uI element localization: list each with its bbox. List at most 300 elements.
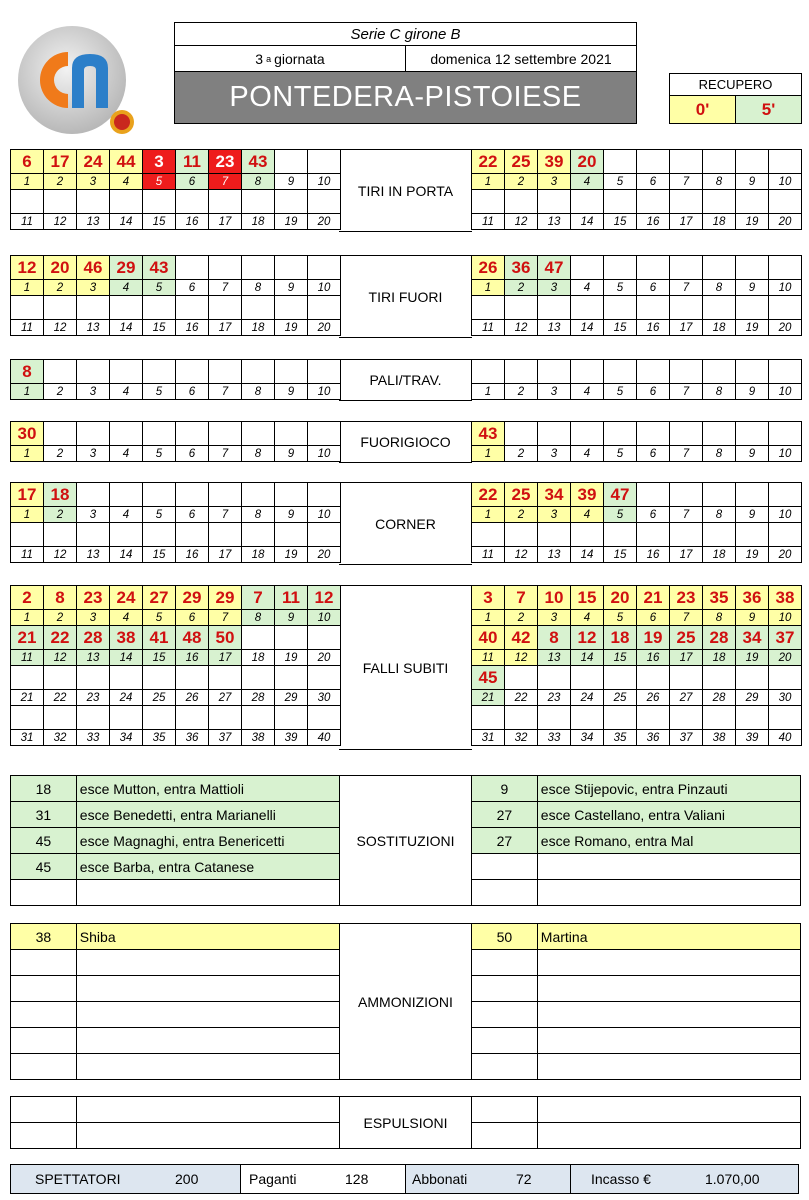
event-index: 2 — [505, 507, 538, 523]
event-index: 6 — [176, 507, 209, 523]
table-row — [11, 854, 340, 880]
minute-value: 20 — [44, 256, 77, 280]
event-index: 6 — [637, 446, 670, 462]
sostituzioni-label: SOSTITUZIONI — [339, 775, 472, 906]
table-row — [11, 828, 340, 854]
event-index: 18 — [703, 320, 736, 336]
event-index: 3 — [77, 280, 110, 296]
empty-cell — [44, 666, 77, 690]
minute-value: 22 — [472, 483, 505, 507]
empty-cell — [242, 296, 275, 320]
event-description — [538, 1123, 801, 1149]
minute-value: 19 — [637, 626, 670, 650]
minute-value: 10 — [538, 586, 571, 610]
empty-cell — [275, 190, 308, 214]
empty-cell — [637, 150, 670, 174]
event-index: 12 — [505, 547, 538, 563]
event-index: 16 — [637, 650, 670, 666]
minute-value: 25 — [505, 483, 538, 507]
empty-cell — [736, 523, 769, 547]
empty-cell — [110, 190, 143, 214]
minute-value: 38 — [769, 586, 802, 610]
minute-value: 18 — [44, 483, 77, 507]
event-index: 5 — [143, 610, 176, 626]
away-grid — [471, 421, 802, 462]
empty-cell — [604, 256, 637, 280]
round-word: giornata — [274, 50, 325, 67]
empty-cell — [703, 296, 736, 320]
event-index: 17 — [209, 650, 242, 666]
event-index: 16 — [637, 547, 670, 563]
minute-value: 12 — [308, 586, 341, 610]
event-index: 17 — [670, 547, 703, 563]
event-minute: 50 — [472, 924, 538, 950]
empty-cell — [308, 296, 341, 320]
empty-cell — [571, 256, 604, 280]
table-row — [472, 880, 801, 906]
table-row — [11, 880, 340, 906]
empty-cell — [143, 706, 176, 730]
event-index: 9 — [736, 610, 769, 626]
empty-cell — [736, 190, 769, 214]
event-minute — [11, 1054, 77, 1080]
event-index: 5 — [143, 446, 176, 462]
event-index: 10 — [308, 610, 341, 626]
event-index: 30 — [769, 690, 802, 706]
event-index: 8 — [703, 280, 736, 296]
sendoffs-away — [471, 1096, 801, 1149]
event-description — [538, 1097, 801, 1123]
event-minute — [11, 1097, 77, 1123]
round-superscript: a — [266, 53, 272, 64]
away-grid — [471, 149, 802, 230]
event-index: 3 — [77, 384, 110, 400]
event-index: 5 — [604, 174, 637, 190]
empty-cell — [637, 422, 670, 446]
empty-cell — [670, 422, 703, 446]
empty-cell — [308, 626, 341, 650]
table-row — [11, 1097, 340, 1123]
event-index: 26 — [637, 690, 670, 706]
event-index: 25 — [143, 690, 176, 706]
empty-cell — [110, 422, 143, 446]
empty-cell — [11, 296, 44, 320]
event-minute: 31 — [11, 802, 77, 828]
event-index: 5 — [604, 507, 637, 523]
empty-cell — [670, 296, 703, 320]
empty-cell — [176, 666, 209, 690]
event-index: 39 — [736, 730, 769, 746]
empty-cell — [44, 706, 77, 730]
empty-cell — [769, 483, 802, 507]
event-index: 3 — [538, 174, 571, 190]
empty-cell — [670, 483, 703, 507]
event-index: 9 — [736, 384, 769, 400]
event-minute — [472, 1002, 538, 1028]
event-minute — [11, 1123, 77, 1149]
event-index: 14 — [110, 650, 143, 666]
empty-cell — [176, 706, 209, 730]
event-index: 13 — [538, 320, 571, 336]
event-index: 17 — [670, 650, 703, 666]
minute-value: 25 — [505, 150, 538, 174]
minute-value: 23 — [670, 586, 703, 610]
event-index: 6 — [176, 384, 209, 400]
abbonati-label: Abbonati — [412, 1171, 468, 1187]
empty-cell — [505, 296, 538, 320]
event-index: 5 — [143, 280, 176, 296]
event-index: 1 — [472, 610, 505, 626]
event-index: 14 — [571, 214, 604, 230]
minute-value: 26 — [472, 256, 505, 280]
event-index: 4 — [110, 280, 143, 296]
event-index: 20 — [308, 320, 341, 336]
empty-cell — [176, 483, 209, 507]
empty-cell — [670, 256, 703, 280]
spettatori-value: 200 — [175, 1171, 199, 1187]
empty-cell — [44, 422, 77, 446]
empty-cell — [571, 296, 604, 320]
pali-trav-label: PALI/TRAV. — [339, 359, 472, 401]
minute-value: 2 — [11, 586, 44, 610]
cn-logo-icon — [10, 22, 140, 140]
minute-value: 43 — [472, 422, 505, 446]
table-row — [472, 854, 801, 880]
minute-value: 6 — [11, 150, 44, 174]
event-index: 28 — [242, 690, 275, 706]
table-row — [472, 1054, 801, 1080]
event-index: 4 — [571, 507, 604, 523]
empty-cell — [769, 256, 802, 280]
event-index: 15 — [143, 547, 176, 563]
empty-cell — [505, 360, 538, 384]
minute-value: 36 — [505, 256, 538, 280]
empty-cell — [308, 256, 341, 280]
table-row — [472, 1028, 801, 1054]
home-grid — [10, 585, 341, 746]
event-index: 2 — [505, 174, 538, 190]
event-description — [538, 880, 801, 906]
event-index: 2 — [44, 610, 77, 626]
empty-cell — [736, 666, 769, 690]
minute-value: 12 — [11, 256, 44, 280]
minute-value: 29 — [209, 586, 242, 610]
event-index: 8 — [242, 384, 275, 400]
event-index: 32 — [44, 730, 77, 746]
event-index: 3 — [538, 446, 571, 462]
event-index: 15 — [143, 214, 176, 230]
event-index: 20 — [308, 547, 341, 563]
event-index: 20 — [769, 320, 802, 336]
event-index: 24 — [571, 690, 604, 706]
minute-value: 44 — [110, 150, 143, 174]
empty-cell — [209, 190, 242, 214]
event-index: 6 — [176, 446, 209, 462]
minute-value: 25 — [670, 626, 703, 650]
empty-cell — [209, 483, 242, 507]
event-index: 8 — [703, 610, 736, 626]
event-index: 19 — [736, 214, 769, 230]
home-grid — [10, 421, 341, 462]
event-index: 6 — [176, 174, 209, 190]
event-index: 21 — [472, 690, 505, 706]
event-index: 18 — [703, 214, 736, 230]
event-index: 6 — [637, 507, 670, 523]
minute-value: 17 — [44, 150, 77, 174]
minute-value: 8 — [44, 586, 77, 610]
event-index: 2 — [505, 280, 538, 296]
empty-cell — [571, 706, 604, 730]
event-minute — [472, 880, 538, 906]
empty-cell — [143, 360, 176, 384]
table-row — [11, 776, 340, 802]
minute-value: 24 — [77, 150, 110, 174]
empty-cell — [571, 360, 604, 384]
empty-cell — [538, 190, 571, 214]
event-index: 6 — [176, 610, 209, 626]
event-description — [77, 1002, 340, 1028]
empty-cell — [77, 666, 110, 690]
event-index: 4 — [571, 384, 604, 400]
event-index: 18 — [242, 547, 275, 563]
minute-value: 48 — [176, 626, 209, 650]
event-index: 1 — [11, 174, 44, 190]
minute-value: 30 — [11, 422, 44, 446]
minute-value: 29 — [110, 256, 143, 280]
empty-cell — [769, 190, 802, 214]
empty-cell — [604, 706, 637, 730]
event-index: 13 — [538, 547, 571, 563]
event-description — [538, 950, 801, 976]
event-index: 20 — [308, 650, 341, 666]
empty-cell — [44, 190, 77, 214]
event-index: 3 — [538, 384, 571, 400]
event-minute: 27 — [472, 828, 538, 854]
empty-cell — [11, 190, 44, 214]
event-index: 5 — [143, 384, 176, 400]
home-grid — [10, 482, 341, 563]
event-index: 10 — [769, 384, 802, 400]
event-minute — [472, 976, 538, 1002]
event-index: 35 — [143, 730, 176, 746]
empty-cell — [538, 296, 571, 320]
event-index: 4 — [571, 610, 604, 626]
event-description: esce Magnaghi, entra Benericetti — [77, 828, 340, 854]
empty-cell — [703, 422, 736, 446]
event-index: 19 — [736, 547, 769, 563]
empty-cell — [736, 150, 769, 174]
event-index: 7 — [209, 446, 242, 462]
empty-cell — [505, 422, 538, 446]
event-index: 20 — [769, 214, 802, 230]
empty-cell — [275, 296, 308, 320]
event-index: 19 — [736, 320, 769, 336]
empty-cell — [736, 256, 769, 280]
empty-cell — [670, 360, 703, 384]
empty-cell — [703, 706, 736, 730]
event-index: 7 — [670, 446, 703, 462]
event-index: 10 — [308, 507, 341, 523]
event-index: 8 — [703, 446, 736, 462]
empty-cell — [308, 523, 341, 547]
empty-cell — [769, 706, 802, 730]
event-index: 10 — [308, 446, 341, 462]
empty-cell — [275, 523, 308, 547]
minute-value: 43 — [242, 150, 275, 174]
event-index: 3 — [77, 174, 110, 190]
event-index: 13 — [77, 650, 110, 666]
empty-cell — [143, 666, 176, 690]
event-index: 9 — [275, 280, 308, 296]
empty-cell — [176, 256, 209, 280]
event-description: esce Barba, entra Catanese — [77, 854, 340, 880]
empty-cell — [637, 256, 670, 280]
event-index: 10 — [769, 174, 802, 190]
empty-cell — [275, 706, 308, 730]
event-index: 19 — [275, 547, 308, 563]
event-index: 16 — [176, 214, 209, 230]
empty-cell — [242, 626, 275, 650]
empty-cell — [769, 296, 802, 320]
empty-cell — [472, 523, 505, 547]
empty-cell — [472, 360, 505, 384]
table-row — [472, 1002, 801, 1028]
minute-value: 11 — [275, 586, 308, 610]
event-description: Shiba — [77, 924, 340, 950]
empty-cell — [275, 666, 308, 690]
event-minute — [11, 950, 77, 976]
tiri-in-porta-label: TIRI IN PORTA — [339, 149, 472, 232]
incasso-label: Incasso € — [591, 1171, 651, 1187]
round-number: 3 — [255, 50, 264, 67]
table-row — [472, 802, 801, 828]
ammonizioni-label: AMMONIZIONI — [339, 923, 472, 1080]
event-index: 14 — [110, 547, 143, 563]
event-index: 17 — [209, 214, 242, 230]
event-index: 2 — [44, 446, 77, 462]
attendance-bar — [10, 1164, 799, 1194]
event-index: 4 — [571, 174, 604, 190]
paganti-value: 128 — [345, 1171, 369, 1187]
event-index: 11 — [11, 320, 44, 336]
event-index: 17 — [209, 320, 242, 336]
empty-cell — [176, 190, 209, 214]
paganti-label: Paganti — [249, 1171, 297, 1187]
event-index: 17 — [209, 547, 242, 563]
event-index: 40 — [769, 730, 802, 746]
event-description: esce Castellano, entra Valiani — [538, 802, 801, 828]
empty-cell — [505, 190, 538, 214]
minute-value: 15 — [571, 586, 604, 610]
empty-cell — [736, 296, 769, 320]
empty-cell — [736, 706, 769, 730]
event-description — [77, 1054, 340, 1080]
event-minute — [472, 1097, 538, 1123]
minute-value: 40 — [472, 626, 505, 650]
spettatori-cell — [11, 1165, 241, 1193]
home-grid — [10, 359, 341, 400]
empty-cell — [209, 360, 242, 384]
event-index: 38 — [703, 730, 736, 746]
event-index: 5 — [143, 174, 176, 190]
event-description — [77, 976, 340, 1002]
event-index: 2 — [44, 384, 77, 400]
event-minute: 9 — [472, 776, 538, 802]
empty-cell — [209, 523, 242, 547]
empty-cell — [637, 523, 670, 547]
event-index: 8 — [242, 610, 275, 626]
event-index: 11 — [11, 547, 44, 563]
event-description: esce Romano, entra Mal — [538, 828, 801, 854]
empty-cell — [670, 150, 703, 174]
minute-value: 28 — [703, 626, 736, 650]
event-description — [77, 880, 340, 906]
event-index: 14 — [110, 214, 143, 230]
event-index: 4 — [110, 507, 143, 523]
event-index: 5 — [604, 610, 637, 626]
minute-value: 3 — [143, 150, 176, 174]
empty-cell — [736, 483, 769, 507]
event-index: 16 — [176, 320, 209, 336]
espulsioni-label: ESPULSIONI — [339, 1096, 472, 1149]
recupero-first-half: 0' — [669, 95, 736, 124]
event-index: 23 — [77, 690, 110, 706]
event-index: 11 — [472, 320, 505, 336]
paganti-cell — [241, 1165, 406, 1193]
event-index: 16 — [176, 547, 209, 563]
event-index: 19 — [275, 650, 308, 666]
minute-value: 42 — [505, 626, 538, 650]
empty-cell — [703, 360, 736, 384]
event-index: 24 — [110, 690, 143, 706]
empty-cell — [604, 422, 637, 446]
minute-value: 39 — [538, 150, 571, 174]
event-index: 34 — [571, 730, 604, 746]
event-index: 5 — [143, 507, 176, 523]
event-index: 1 — [11, 446, 44, 462]
event-index: 3 — [538, 610, 571, 626]
event-index: 16 — [176, 650, 209, 666]
empty-cell — [11, 706, 44, 730]
event-index: 15 — [604, 650, 637, 666]
recupero-label: RECUPERO — [669, 73, 802, 96]
empty-cell — [77, 190, 110, 214]
event-index: 9 — [736, 446, 769, 462]
minute-value: 7 — [242, 586, 275, 610]
empty-cell — [538, 666, 571, 690]
empty-cell — [308, 706, 341, 730]
minute-value: 43 — [143, 256, 176, 280]
empty-cell — [275, 360, 308, 384]
table-row — [11, 976, 340, 1002]
empty-cell — [176, 422, 209, 446]
event-index: 7 — [670, 610, 703, 626]
empty-cell — [275, 150, 308, 174]
empty-cell — [604, 296, 637, 320]
away-grid — [471, 255, 802, 336]
event-minute: 38 — [11, 924, 77, 950]
event-index: 31 — [472, 730, 505, 746]
event-index: 1 — [11, 280, 44, 296]
event-index: 21 — [11, 690, 44, 706]
abbonati-value: 72 — [516, 1171, 532, 1187]
event-description: esce Mutton, entra Mattioli — [77, 776, 340, 802]
event-index: 7 — [670, 507, 703, 523]
minute-value: 8 — [538, 626, 571, 650]
empty-cell — [242, 256, 275, 280]
event-index: 12 — [505, 650, 538, 666]
empty-cell — [110, 666, 143, 690]
